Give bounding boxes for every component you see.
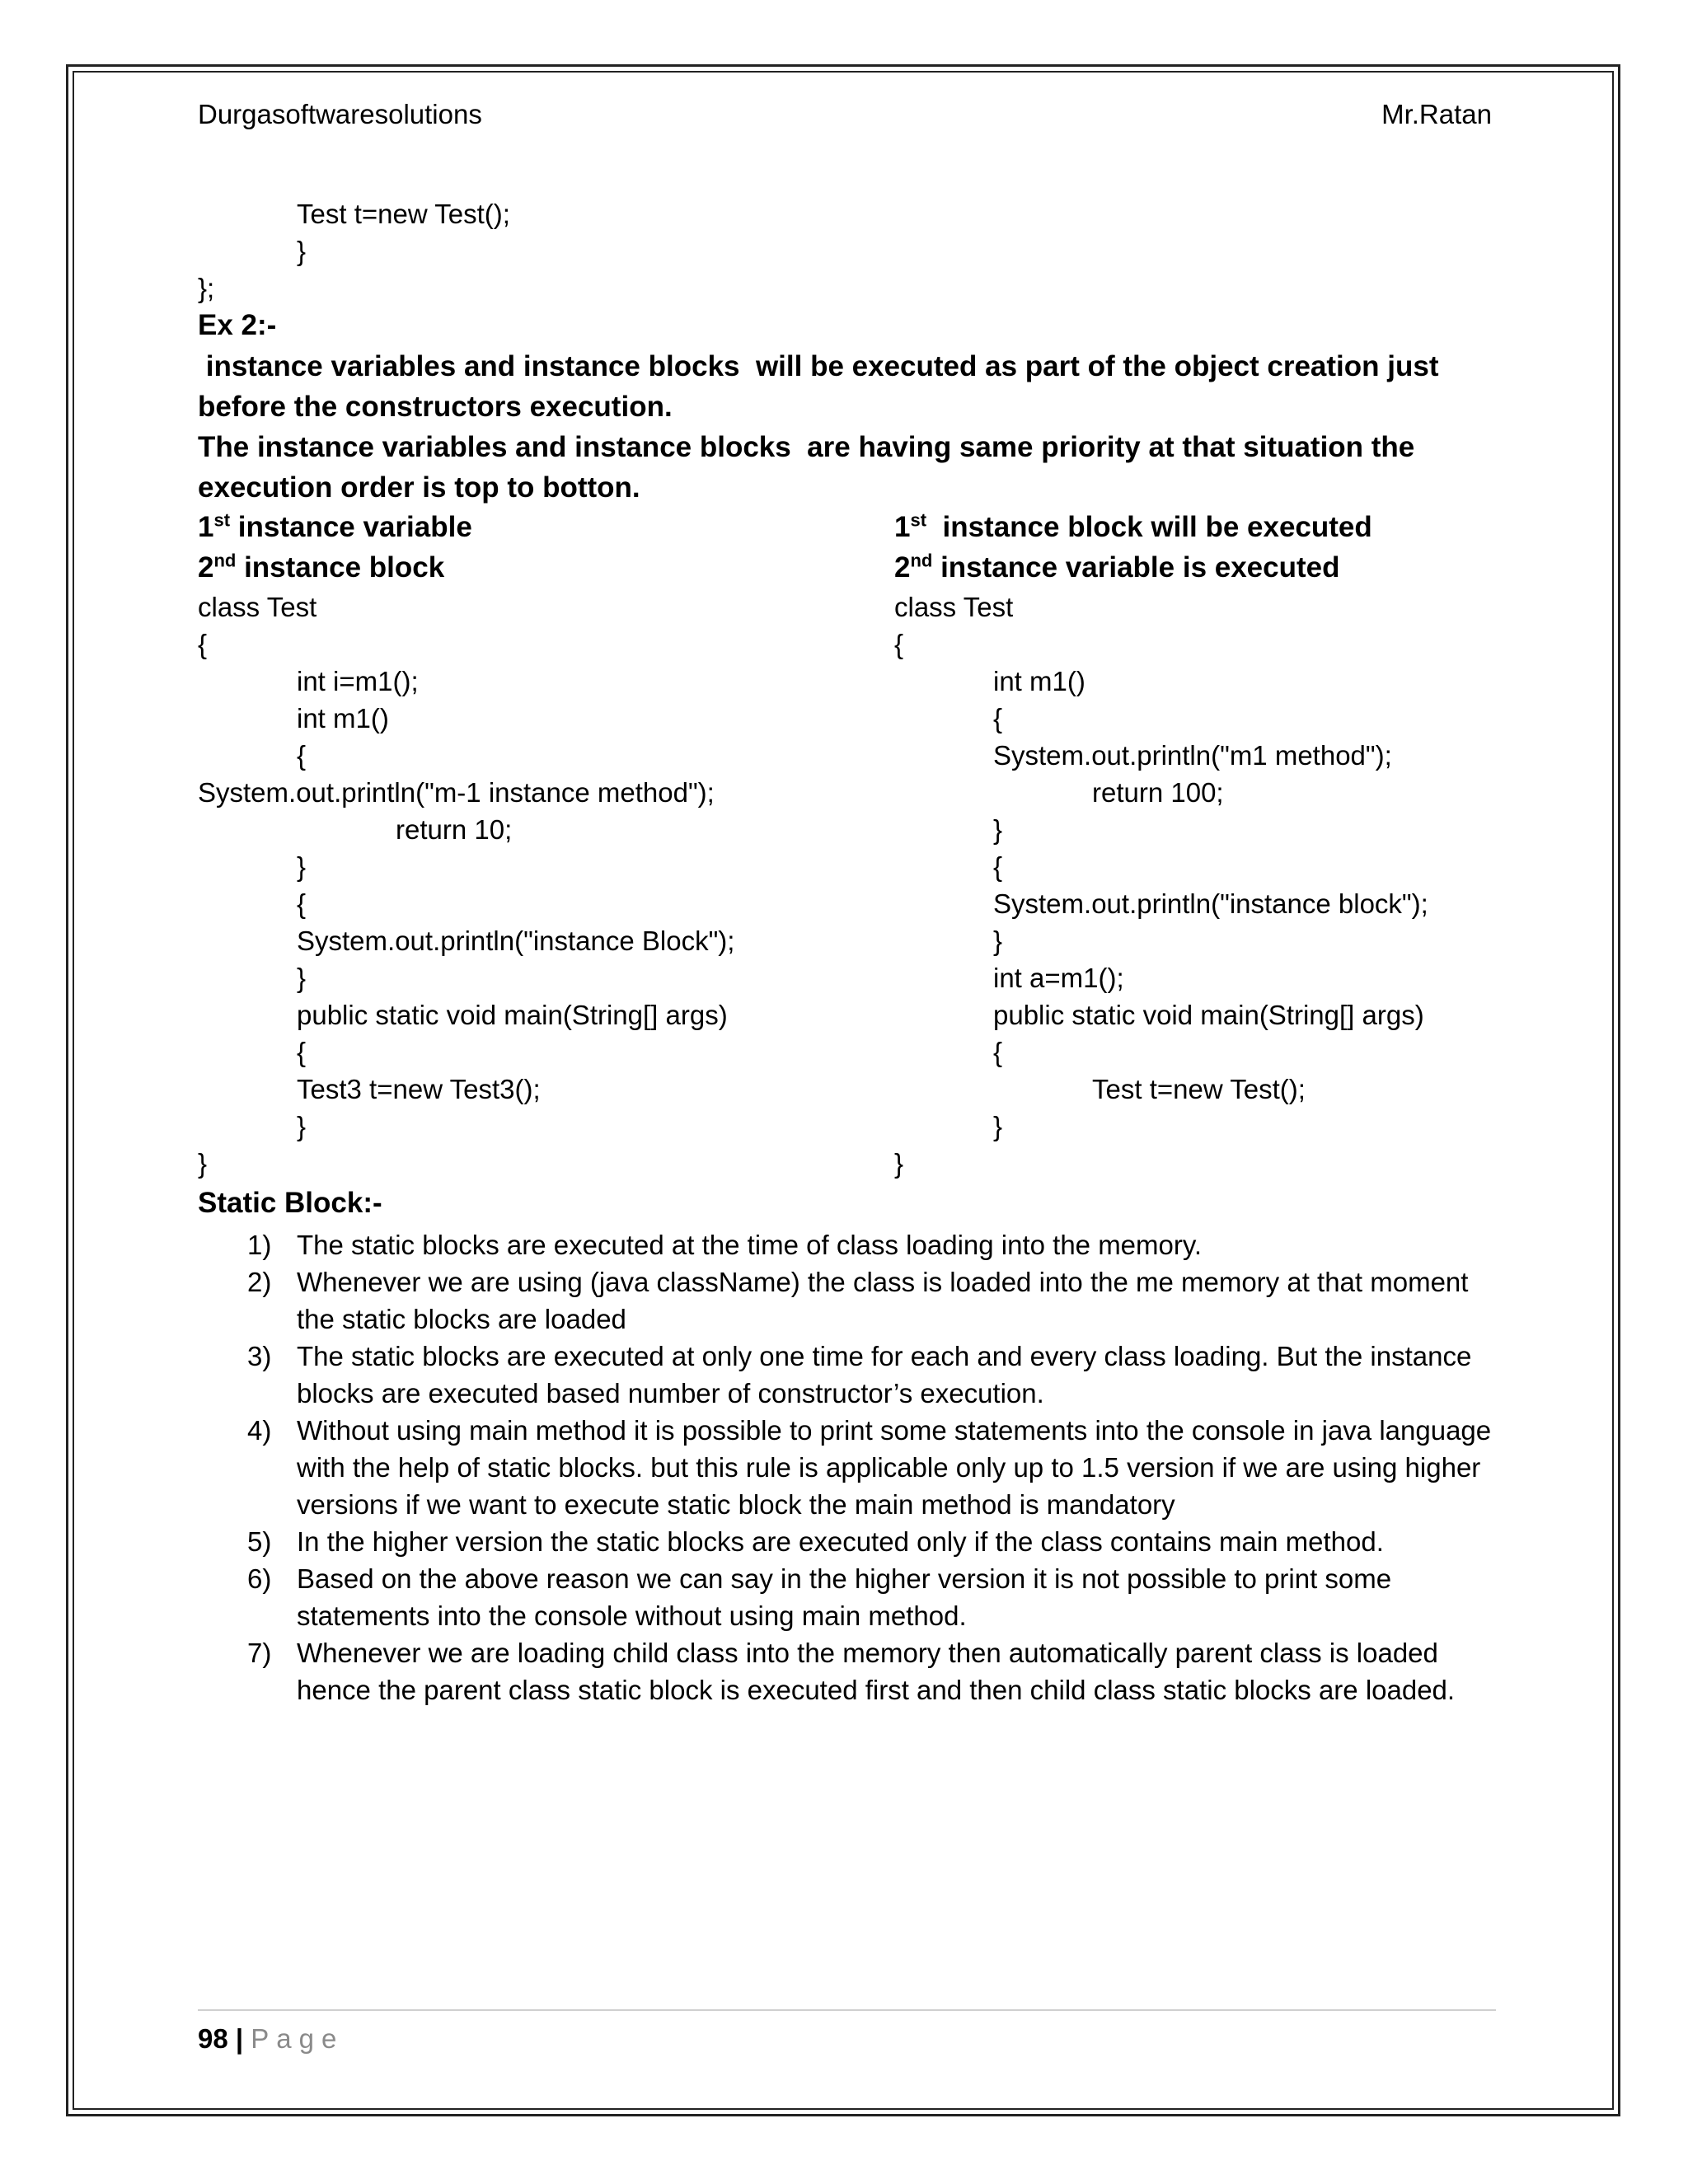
page-label: Page	[251, 2023, 345, 2054]
footer-separator: |	[227, 2023, 251, 2054]
left-code-line: }	[297, 963, 307, 993]
left-code-line: int m1()	[297, 703, 389, 733]
right-code-line: public static void main(String[] args)	[993, 1000, 1424, 1030]
example-paragraph-line: before the constructors execution.	[198, 391, 673, 423]
right-heading-2: 2nd instance variable is executed	[894, 550, 1340, 583]
left-code-line: {	[198, 629, 208, 659]
left-code-line: System.out.println("instance Block");	[297, 926, 735, 956]
right-code-line: class Test	[894, 592, 1014, 622]
right-code-line: int m1()	[993, 666, 1085, 696]
right-code-line: Test t=new Test();	[1092, 1074, 1306, 1104]
left-code-line: }	[297, 851, 307, 882]
left-code-line: {	[297, 888, 307, 919]
right-code-line: {	[993, 1037, 1003, 1067]
left-code-line: {	[297, 740, 307, 771]
right-code-line: int a=m1();	[993, 963, 1124, 993]
header-left: Durgasoftwaresolutions	[198, 99, 482, 129]
left-heading-2: 2nd instance block	[198, 550, 445, 583]
left-code-line: class Test	[198, 592, 317, 622]
left-code-line: {	[297, 1037, 307, 1067]
example-paragraph-line: execution order is top to botton.	[198, 471, 640, 504]
example-heading: Ex 2:-	[198, 309, 277, 341]
example-paragraph-line: The instance variables and instance blocks are having same priority at that situation the	[198, 431, 1415, 463]
right-code-line: }	[894, 1148, 904, 1179]
left-code-line: int i=m1();	[297, 666, 419, 696]
footer-divider	[198, 2009, 1496, 2011]
static-block-heading: Static Block:-	[198, 1187, 382, 1219]
page-footer	[198, 2023, 344, 2055]
left-code-line: }	[198, 1148, 208, 1179]
right-code-line: {	[993, 703, 1003, 733]
page-number: 98	[198, 2023, 228, 2054]
example-paragraph-line: instance variables and instance blocks will be executed as part of the object creation just	[198, 350, 1439, 382]
left-code-line: public static void main(String[] args)	[297, 1000, 728, 1030]
code-line: };	[198, 273, 215, 303]
right-code-line: {	[894, 629, 904, 659]
right-code-line: System.out.println("instance block");	[993, 888, 1428, 919]
code-line: Test t=new Test();	[297, 199, 510, 229]
header-right: Mr.Ratan	[1381, 99, 1492, 129]
left-code-line: return 10;	[396, 814, 513, 845]
right-code-line: }	[993, 814, 1003, 845]
left-code-line: Test3 t=new Test3();	[297, 1074, 541, 1104]
right-heading-1: 1st instance block will be executed	[894, 509, 1372, 543]
left-code-line: }	[297, 1111, 307, 1141]
code-line: }	[297, 236, 307, 266]
right-code-line: {	[993, 851, 1003, 882]
right-code-line: }	[993, 1111, 1003, 1141]
right-code-line: return 100;	[1092, 777, 1224, 808]
right-code-line: }	[993, 926, 1003, 956]
left-code-line: System.out.println("m-1 instance method");	[198, 777, 715, 808]
right-code-line: System.out.println("m1 method");	[993, 740, 1392, 771]
left-heading-1: 1st instance variable	[198, 509, 472, 543]
